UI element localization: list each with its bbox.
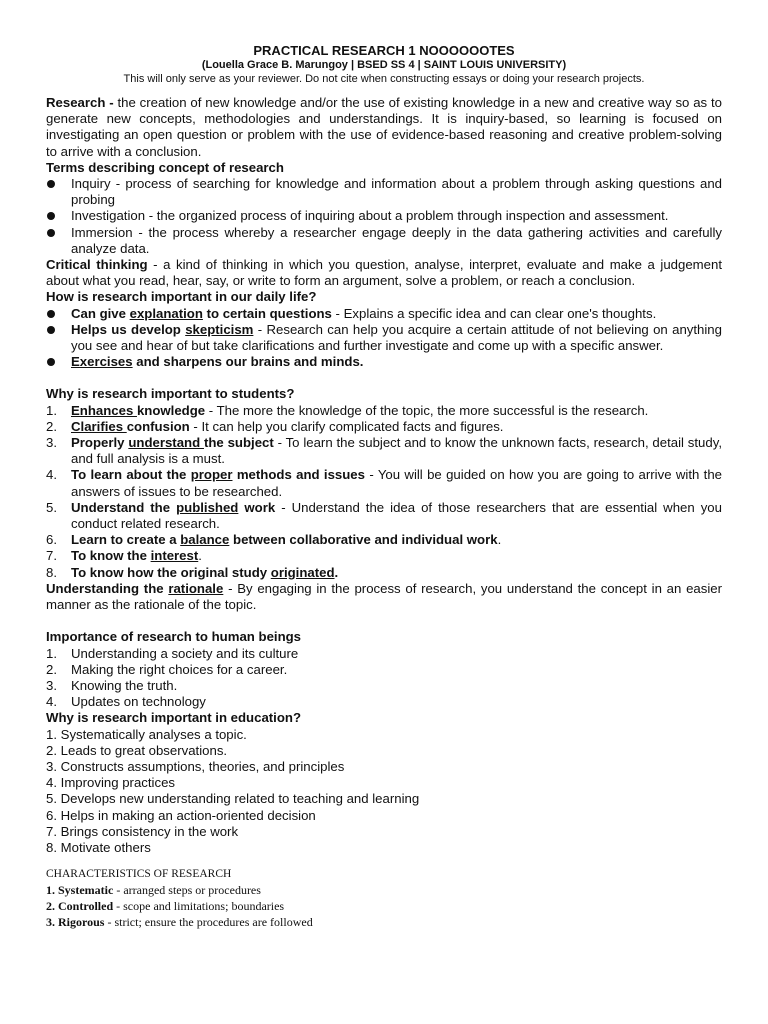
item-underlined: skepticism [185, 321, 254, 337]
item-term: 2. Controlled [46, 899, 114, 914]
list-item: Immersion - the process whereby a researcher engage deeply in the data gathering activities and carefully analyze data. [46, 225, 722, 257]
list-item: 2. Making the right choices for a career. [46, 661, 288, 677]
list-item: 7. Brings consistency in the work [46, 823, 239, 839]
item-text: between collaborative and individual work [229, 532, 498, 548]
rationale-definition [46, 581, 722, 613]
item-underlined: originated [270, 564, 335, 580]
list-item: 5. Understand the published work - Understand the idea of those researchers that are essential when you conduct related research. [46, 499, 722, 532]
research-definition [46, 95, 722, 160]
item-text: To learn about the [71, 467, 191, 483]
item-underlined: Exercises [71, 354, 133, 370]
item-text: - To learn the subject and to know the unknown facts, research, detail study, and full analysis is a must. [71, 435, 722, 467]
item-text: To know how the original study [71, 564, 271, 580]
spacer [46, 370, 722, 386]
document-header [46, 43, 722, 86]
item-underlined: rationale [168, 580, 224, 596]
item-text: - It can help you clarify complicated facts and figures. [189, 418, 504, 434]
item-text: - Understand the idea of those researchers that are essential when you conduct related research. [71, 499, 722, 532]
list-item: 4. To learn about the proper methods and issues - You will be guided on how you are going to arrive with the answers of issues to be researched. [46, 467, 723, 499]
education-heading: Why is research important in education? [46, 710, 302, 726]
item-text: Understanding a society and its culture [71, 645, 299, 661]
spacer [46, 613, 722, 629]
list-item [46, 322, 722, 354]
item-underlined: understand [128, 435, 204, 451]
disclaimer-note: This will only serve as your reviewer. Do not cite when constructing essays or doing your research projects. [123, 73, 645, 85]
list-item: 1. Enhances knowledge - The more the knowledge of the topic, the more successful is the research. [46, 402, 649, 418]
item-underlined: published [176, 499, 239, 515]
list-item: 7. To know the interest. [46, 548, 202, 564]
item-term: 1. Systematic [46, 883, 114, 898]
item-underlined: explanation [129, 305, 203, 321]
item-text: Making the right choices for a career. [71, 661, 288, 677]
characteristics-heading: CHARACTERISTICS OF RESEARCH [46, 868, 232, 881]
item-underlined: interest [150, 548, 199, 564]
item-underlined: proper [190, 467, 233, 483]
list-item: 3. Properly understand the subject - To learn the subject and to know the unknown facts, research, detail study, and full analysis is a must. [46, 435, 722, 467]
item-text: - By engaging in the process of research, you understand the concept in an easier manner as the rationale of the topic. [46, 580, 723, 613]
item-text: - Explains a specific idea and can clear one's thoughts. [331, 305, 657, 321]
item-text: Properly [71, 435, 129, 451]
item-underlined: Clarifies [71, 418, 127, 434]
list-item: 4. Updates on technology [46, 694, 206, 710]
item-text: and sharpens our brains and minds. [132, 354, 364, 370]
item-text: To know the [71, 548, 151, 564]
item-text: - arranged steps or procedures [113, 883, 261, 898]
item-text: the subject [203, 435, 274, 451]
list-item: 3. Knowing the truth. [46, 677, 178, 693]
item-text: Helps us develop [71, 321, 186, 337]
list-item: 6. Learn to create a balance between collaborative and individual work. [46, 532, 502, 548]
item-text: knowledge [136, 402, 206, 418]
list-item: Investigation - the organized process of inquiring about a problem through inspection and assessment. [46, 208, 722, 224]
item-text: - You will be guided on how you are going to arrive with the answers of issues to be researched. [71, 467, 723, 499]
item-text: methods and issues [232, 467, 365, 483]
list-item: 8. Motivate others [46, 839, 151, 855]
item-text: Knowing the truth. [71, 677, 178, 693]
human-beings-heading: Importance of research to human beings [46, 629, 302, 645]
item-text: - strict; ensure the procedures are followed [104, 915, 313, 930]
list-item: 8. To know how the original study originated. [46, 564, 339, 580]
list-item: 5. Develops new understanding related to teaching and learning [46, 791, 420, 807]
item-text: Can give [71, 305, 130, 321]
item-text: Updates on technology [71, 694, 206, 710]
document-title: PRACTICAL RESEARCH 1 NOOOOOOTES [253, 43, 515, 58]
terms-heading: Terms describing concept of research [46, 159, 284, 175]
list-item: 3. Constructs assumptions, theories, and principles [46, 758, 345, 774]
students-heading: Why is research important to students? [46, 386, 295, 402]
characteristics-section [46, 866, 722, 930]
item-text: work [238, 499, 276, 515]
item-underlined: Enhances [71, 402, 137, 418]
list-item [46, 882, 722, 898]
item-text: to certain questions [202, 305, 332, 321]
item-text: Understanding the [46, 580, 169, 596]
item-text: - Research can help you acquire a certain attitude of not believing on anything you see and hear of but take clarifications and further investigate and come up with a specific answer. [71, 321, 722, 354]
list-item: 1. Understanding a society and its culture [46, 645, 299, 661]
item-term: 3. Rigorous [46, 915, 105, 930]
list-item: 1. Systematically analyses a topic. [46, 726, 247, 742]
daily-life-heading: How is research important in our daily life? [46, 289, 317, 305]
item-text: . [198, 548, 202, 564]
list-item: 6. Helps in making an action-oriented decision [46, 807, 316, 823]
list-item: 4. Improving practices [46, 775, 175, 791]
item-text: - scope and limitations; boundaries [113, 899, 285, 914]
critical-thinking-term: Critical thinking [46, 257, 148, 273]
item-text: . [334, 564, 339, 580]
list-item: 2. Clarifies confusion - It can help you clarify complicated facts and figures. [46, 418, 504, 434]
item-underlined: balance [180, 532, 230, 548]
research-term: Research - [46, 95, 114, 110]
list-item: 2. Leads to great observations. [46, 742, 228, 758]
item-text: . [497, 532, 502, 548]
item-text: Understand the [71, 499, 177, 515]
list-item [46, 306, 722, 322]
document-body [46, 95, 722, 856]
list-item: Inquiry - process of searching for knowledge and information about a problem through asking questions and probing [46, 176, 722, 208]
critical-thinking-definition [46, 257, 722, 289]
item-text: - The more the knowledge of the topic, the more successful is the research. [205, 402, 649, 418]
list-item [46, 354, 722, 370]
item-text: Learn to create a [71, 532, 181, 548]
list-item [46, 914, 722, 930]
item-text: confusion [126, 418, 190, 434]
critical-thinking-text: - a kind of thinking in which you question, analyse, interpret, evaluate and make a judgement about what you read, hear, say, or write to form an argument, solve a problem, or reach a conclusion. [46, 257, 722, 289]
list-item [46, 898, 722, 914]
author-line: (Louella Grace B. Marungoy | BSED SS 4 | SAINT LOUIS UNIVERSITY) [201, 59, 567, 71]
research-definition-text: the creation of new knowledge and/or the use of existing knowledge in a new and creative way so as to generate new concepts, methodologies and understandings. It is inquiry-based, so learning is focused on investigating an open question or problem with the use of evidence-based reasoning and creative problem-solving to arrive with a conclusion. [46, 95, 722, 159]
